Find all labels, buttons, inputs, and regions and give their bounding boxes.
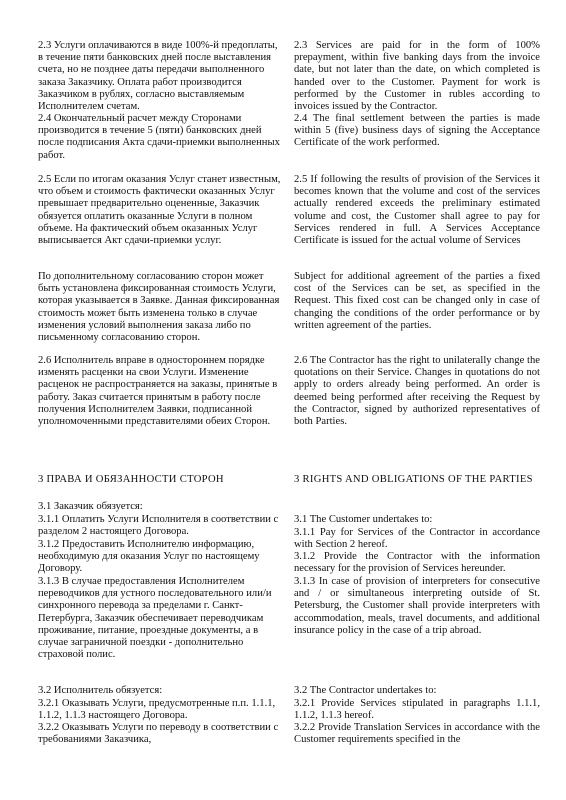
clause-3-1-2-ru xyxy=(38,539,282,576)
clause-3-1-3-en xyxy=(294,576,540,637)
clause-3-2-1-ru xyxy=(38,698,282,722)
clause-2-3-ru xyxy=(38,40,282,113)
clause-text: 3.2 The Contractor undertakes to: xyxy=(294,685,437,696)
section-3-heading-ru xyxy=(38,474,282,486)
section-heading: 3 RIGHTS AND OBLIGATIONS OF THE PARTIES xyxy=(294,474,533,485)
clause-2-5-ru xyxy=(38,174,282,247)
clause-3-1-3-ru xyxy=(38,576,282,661)
clause-text: 3.2.1 Оказывать Услуги, предусмотренные п.п. 1.1.1, 1.1.2, 1.1.3 настоящего Договора. xyxy=(38,698,276,722)
clause-text: 3.1 Заказчик обязуется: xyxy=(38,501,143,512)
clause-2-6-ru xyxy=(38,355,282,428)
clause-text: 3.1 The Customer undertakes to: xyxy=(294,514,433,525)
section-heading: 3 ПРАВА И ОБЯЗАННОСТИ СТОРОН xyxy=(38,474,224,485)
clause-3-1-1-en xyxy=(294,527,540,551)
clause-text: 3.1.3 In case of provision of interpreters for consecutive and / or simultaneous interpreting outside of St. Petersburg, the Customer shall provide interpreters with accommodation, meals, travel documents, and additional insurance policy in the case of a trip abroad. xyxy=(294,576,540,636)
clause-3-1-en xyxy=(294,514,540,526)
clause-2-5-extra-en xyxy=(294,271,540,332)
clause-2-3-en xyxy=(294,40,540,113)
clause-text: Subject for additional agreement of the parties a fixed cost of the Services can be set, as specified in the Request. This fixed cost can be changed only in case of changing the conditions of the order performance or by written agreement of the parties. xyxy=(294,271,540,331)
clause-3-2-2-ru xyxy=(38,722,282,746)
clause-2-5-en xyxy=(294,174,540,247)
clause-text: 2.6 Исполнитель вправе в одностороннем порядке изменять расценки на свои Услуги. Изменение расценок не распространяется на заказы, принятые в работу. Заказ считается принятым в работу после получения Исполнителем Заявки, подписанной уполномоченными представителями обеих Сторон. xyxy=(38,355,278,428)
clause-3-1-1-ru xyxy=(38,514,282,538)
clause-text: 2.5 Если по итогам оказания Услуг станет известным, что объем и стоимость фактически оказанных Услуг превышает предварительно оцененные, Заказчик обязуется оплатить оказанные Услуги в полном объеме. На фактический объем оказанных Услуг выписывается Акт сдачи-приемки услуг. xyxy=(38,174,281,247)
clause-text: 3.1.2 Provide the Contractor with the information necessary for the provision of Services hereunder. xyxy=(294,551,540,575)
clause-text: 3.2.2 Оказывать Услуги по переводу в соответствии с требованиями Заказчика, xyxy=(38,722,279,746)
clause-text: 2.5 If following the results of provision of the Services it becomes known that the volume and cost of the services actually rendered exceeds the preliminary estimated volume and cost, the Customer shall agree to pay for Services rendered in full. A Services Acceptance Certificate is issued for the actual volume of Services xyxy=(294,174,540,247)
clause-text: 3.2.2 Provide Translation Services in accordance with the Customer requirements specified in the xyxy=(294,722,540,746)
clause-2-4-ru xyxy=(38,113,282,162)
clause-text: 3.1.2 Предоставить Исполнителю информацию, необходимую для оказания Услуг по настоящему Договору. xyxy=(38,539,260,575)
clause-text: 3.1.3 В случае предоставления Исполнителем переводчиков для устного последовательного или/и синхронного перевода за пределами г. Санкт-Петербурга, Заказчик обеспечивает переводчикам проживание, питание, проездные документы, а в случае заграничной поездки - дополнительно страховой полис. xyxy=(38,576,272,661)
clause-text: 2.3 Services are paid for in the form of 100% prepayment, within five banking days from the invoice date, but not later than the date, on which completed is handed over to the Customer. Payment for work is performed by the Customer in rubles according to invoices issued by the Contractor. xyxy=(294,40,540,113)
clause-text: 2.4 Окончательный расчет между Сторонами производится в течение 5 (пяти) банковских дней после подписания Акта сдачи-приемки выполненных работ. xyxy=(38,113,280,161)
clause-2-5-extra-ru xyxy=(38,271,282,344)
clause-2-4-en xyxy=(294,113,540,150)
clause-text: 2.4 The final settlement between the parties is made within 5 (five) business days of signing the Acceptance Certificate of the work performed. xyxy=(294,113,540,149)
clause-text: 3.2.1 Provide Services stipulated in paragraphs 1.1.1, 1.1.2, 1.1.3 hereof. xyxy=(294,698,540,722)
clause-2-6-en xyxy=(294,355,540,428)
clause-text: 2.6 The Contractor has the right to unilaterally change the quotations on their Service. Changes in quotations do not apply to orders already being performed. An order is deemed being performed after receiving the Request by the Contractor, signed by authorized representatives of both Parties. xyxy=(294,355,540,428)
clause-3-1-ru xyxy=(38,501,282,513)
clause-text: 3.2 Исполнитель обязуется: xyxy=(38,685,163,696)
clause-text: 3.1.1 Оплатить Услуги Исполнителя в соответствии с разделом 2 настоящего Договора. xyxy=(38,514,279,538)
clause-text: 2.3 Услуги оплачиваются в виде 100%-й предоплаты, в течение пяти банковских дней после выставления счета, но не позднее даты передачи выполненного заказа Заказчику. Оплата работ производится Заказчиком в рублях, согласно выставляемым Исполнителем счетам. xyxy=(38,40,278,113)
clause-3-2-1-en xyxy=(294,698,540,722)
clause-3-2-2-en xyxy=(294,722,540,746)
clause-3-2-en xyxy=(294,685,540,697)
clause-3-2-ru xyxy=(38,685,282,697)
clause-text: По дополнительному согласованию сторон может быть установлена фиксированная стоимость Услуги, которая указывается в Заявке. Данная фиксированная стоимость может быть изменена только в случае изменения условий выполнения заказа либо по письменному согласованию сторон. xyxy=(38,271,280,344)
clause-3-1-2-en xyxy=(294,551,540,575)
section-3-heading-en xyxy=(294,474,540,486)
clause-text: 3.1.1 Pay for Services of the Contractor in accordance with Section 2 hereof. xyxy=(294,527,540,551)
